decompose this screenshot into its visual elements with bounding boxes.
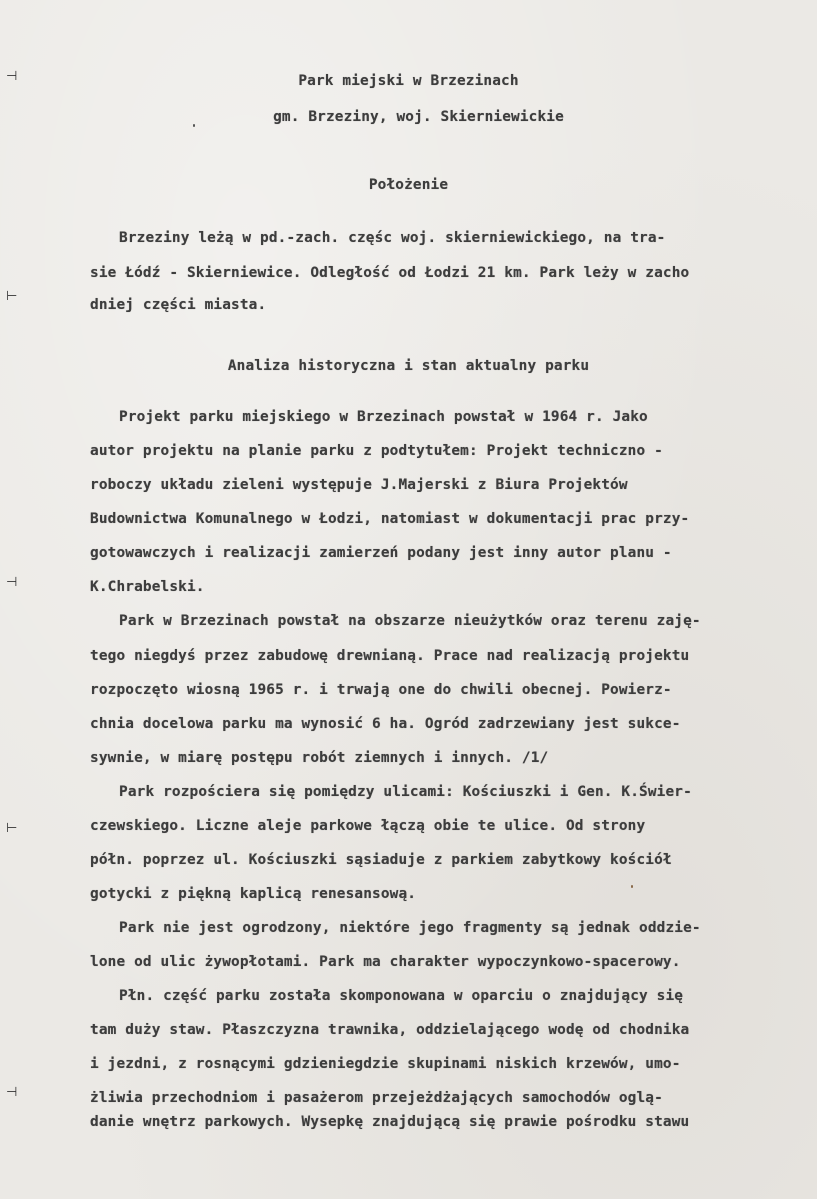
body-line: K.Chrabelski. — [90, 579, 205, 595]
margin-mark-icon: ⊣ — [6, 575, 18, 590]
body-line: Płn. część parku została skomponowana w oparciu o znajdujący się — [119, 988, 684, 1004]
body-line: sie Łódź - Skierniewice. Odległość od Łodzi 21 km. Park leży w zacho — [90, 265, 690, 281]
body-line: rozpoczęto wiosną 1965 r. i trwają one do chwili obecnej. Powierz- — [90, 682, 672, 698]
document-title: Park miejski w Brzezinach — [298, 73, 519, 89]
body-line: i jezdni, z rosnącymi gdzieniegdzie skupinami niskich krzewów, umo- — [90, 1056, 681, 1072]
body-line: gotycki z piękną kaplicą renesansową. — [90, 886, 417, 902]
margin-mark-icon: ⊢ — [6, 821, 18, 836]
body-line: lone od ulic żywopłotami. Park ma charakter wypoczynkowo-spacerowy. — [90, 954, 681, 970]
document-subtitle: gm. Brzeziny, woj. Skierniewickie — [273, 109, 564, 125]
section-heading-history: Analiza historyczna i stan aktualny parku — [227, 358, 590, 374]
section-heading-location: Położenie — [368, 177, 449, 193]
ink-speck — [631, 885, 633, 888]
body-line: Park nie jest ogrodzony, niektóre jego fragmenty są jednak oddzie- — [119, 920, 701, 936]
body-line: gotowawczych i realizacji zamierzeń podany jest inny autor planu - — [90, 545, 672, 561]
body-line: dniej części miasta. — [90, 297, 267, 313]
margin-mark-icon: ⊣ — [6, 69, 18, 84]
body-line: Projekt parku miejskiego w Brzezinach powstał w 1964 r. Jako — [119, 409, 648, 425]
body-line: Brzeziny leżą w pd.-zach. częśc woj. skierniewickiego, na tra- — [119, 230, 666, 246]
body-line: Budownictwa Komunalnego w Łodzi, natomiast w dokumentacji prac przy- — [90, 511, 690, 527]
margin-mark-icon: ⊢ — [6, 289, 18, 304]
body-line: sywnie, w miarę postępu robót ziemnych i innych. /1/ — [90, 750, 549, 766]
ink-speck — [193, 124, 195, 127]
body-line: danie wnętrz parkowych. Wysepkę znajdującą się prawie pośrodku stawu — [90, 1114, 690, 1130]
body-line: chnia docelowa parku ma wynosić 6 ha. Ogród zadrzewiany jest sukce- — [90, 716, 681, 732]
body-line: czewskiego. Liczne aleje parkowe łączą obie te ulice. Od strony — [90, 818, 646, 834]
body-line: tego niegdyś przez zabudowę drewnianą. Prace nad realizacją projektu — [90, 648, 690, 664]
body-line: żliwia przechodniom i pasażerom przejeżdżających samochodów oglą- — [90, 1090, 663, 1106]
body-line: Park rozpościera się pomiędzy ulicami: Kościuszki i Gen. K.Świer- — [119, 784, 692, 800]
body-line: autor projektu na planie parku z podtytułem: Projekt techniczno - — [90, 443, 663, 459]
body-line: Park w Brzezinach powstał na obszarze nieużytków oraz terenu zaję- — [119, 613, 701, 629]
body-line: tam duży staw. Płaszczyzna trawnika, oddzielającego wodę od chodnika — [90, 1022, 690, 1038]
margin-mark-icon: ⊣ — [6, 1085, 18, 1100]
body-line: roboczy układu zieleni występuje J.Majerski z Biura Projektów — [90, 477, 628, 493]
body-line: półn. poprzez ul. Kościuszki sąsiaduje z parkiem zabytkowy kościół — [90, 852, 672, 868]
